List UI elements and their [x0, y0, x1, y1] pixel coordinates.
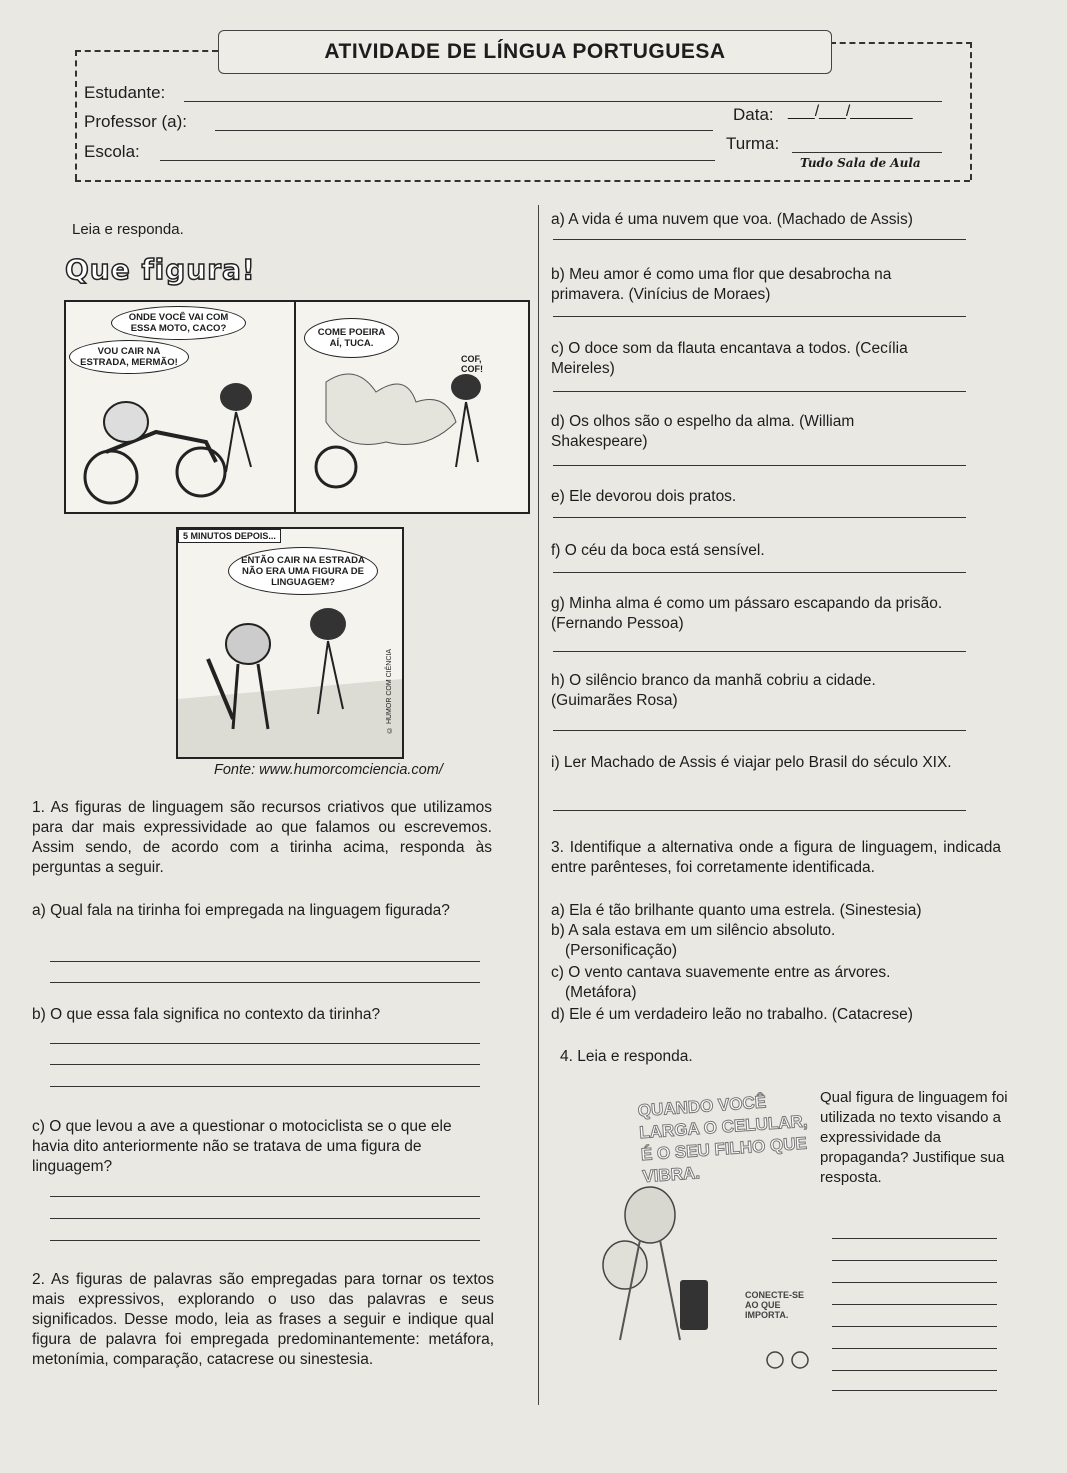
- comic-credit: © HUMOR COM CIÊNCIA: [386, 649, 393, 733]
- answer-line[interactable]: [832, 1348, 997, 1349]
- q2-item-b: b) Meu amor é como uma flor que desabrocha na primavera. (Vinícius de Moraes): [551, 266, 892, 303]
- answer-line[interactable]: [553, 239, 966, 240]
- comic-panel-3: [176, 527, 404, 759]
- time-caption: 5 MINUTOS DEPOIS...: [178, 529, 281, 543]
- q2-item-f: f) O céu da boca está sensível.: [551, 542, 765, 559]
- answer-line[interactable]: [832, 1326, 997, 1327]
- column-divider: [538, 205, 539, 1405]
- q1-b: b) O que essa fala significa no contexto da tirinha?: [32, 1006, 381, 1023]
- comic-source: Fonte: www.humorcomciencia.com/: [214, 762, 443, 778]
- q4-intro: 4. Leia e responda.: [560, 1048, 693, 1065]
- answer-line[interactable]: [553, 517, 966, 518]
- answer-line[interactable]: [553, 572, 966, 573]
- answer-line[interactable]: [50, 1196, 480, 1197]
- answer-line[interactable]: [553, 651, 966, 652]
- teacher-field[interactable]: [215, 130, 713, 131]
- answer-line[interactable]: [553, 316, 966, 317]
- answer-line[interactable]: [832, 1370, 997, 1371]
- page-title: ATIVIDADE DE LÍNGUA PORTUGUESA: [218, 30, 832, 74]
- answer-line[interactable]: [50, 1086, 480, 1087]
- answer-line[interactable]: [553, 730, 966, 731]
- q3-option-c-label: (Metáfora): [565, 984, 637, 1001]
- teacher-label: Professor (a):: [84, 112, 187, 131]
- ad-headline: QUANDO VOCÊ LARGA O CELULAR, É O SEU FILHO QUE VIBRA.: [637, 1092, 809, 1187]
- father-child-illustration: [580, 1090, 820, 1390]
- brand-logo: Tudo Sala de Aula: [800, 156, 921, 170]
- answer-line[interactable]: [832, 1260, 997, 1261]
- answer-line[interactable]: [50, 961, 480, 962]
- q1-c: c) O que levou a ave a questionar o motociclista se o que ele havia dito anteriormente não se tratava de uma figura de linguagem?: [32, 1118, 452, 1175]
- answer-line[interactable]: [50, 1043, 480, 1044]
- q3-intro: 3. Identifique a alternativa onde a figura de linguagem, indicada entre parênteses, foi corretamente identificada.: [551, 839, 1001, 876]
- comic-panel-2: [294, 300, 530, 514]
- student-field[interactable]: [184, 101, 942, 102]
- intro-text: Leia e responda.: [72, 221, 184, 238]
- school-label: Escola:: [84, 142, 140, 161]
- comic-title: Que figura!: [65, 253, 256, 286]
- class-label: Turma:: [726, 134, 780, 153]
- answer-line[interactable]: [553, 465, 966, 466]
- answer-line[interactable]: [553, 391, 966, 392]
- speech-bubble: VOU CAIR NA ESTRADA, MERMÃO!: [69, 340, 189, 374]
- date-field[interactable]: ___/___/_______: [788, 103, 913, 120]
- q2-item-g: g) Minha alma é como um pássaro escapando da prisão. (Fernando Pessoa): [551, 595, 943, 632]
- q3-option-a[interactable]: a) Ela é tão brilhante quanto uma estrela. (Sinestesia): [551, 902, 922, 919]
- answer-line[interactable]: [50, 982, 480, 983]
- answer-line[interactable]: [832, 1238, 997, 1239]
- q2-intro: 2. As figuras de palavras são empregadas para tornar os textos mais expressivos, explorando o uso das palavras e seus significados. Desse modo, leia as frases a seguir e indique qual figura de palavra foi empregada predominantemente: metáfora, metonímia, comparação, catacrese ou sinestesia.: [32, 1271, 494, 1368]
- date-label: Data:: [733, 105, 774, 124]
- answer-line[interactable]: [50, 1064, 480, 1065]
- q2-item-i: i) Ler Machado de Assis é viajar pelo Brasil do século XIX.: [551, 754, 952, 771]
- q3-option-c[interactable]: c) O vento cantava suavemente entre as árvores.: [551, 964, 891, 981]
- q3-option-d[interactable]: d) Ele é um verdadeiro leão no trabalho. (Catacrese): [551, 1006, 913, 1023]
- speech-bubble: COME POEIRA AÍ, TUCA.: [304, 318, 399, 358]
- q1-a: a) Qual fala na tirinha foi empregada na linguagem figurada?: [32, 902, 450, 919]
- class-field[interactable]: [792, 152, 942, 153]
- ad-slogan: CONECTE-SE AO QUE IMPORTA.: [745, 1290, 805, 1320]
- q1-intro: 1. As figuras de linguagem são recursos criativos que utilizamos para dar mais expressividade ao que falamos ou escrevemos. Assim sendo, de acordo com a tirinha acima, responda às perguntas a seguir.: [32, 799, 492, 876]
- comic-panel-1: [64, 300, 298, 514]
- school-field[interactable]: [160, 160, 715, 161]
- answer-line[interactable]: [832, 1282, 997, 1283]
- q2-item-e: e) Ele devorou dois pratos.: [551, 488, 737, 505]
- campaign-ad: [580, 1090, 820, 1390]
- answer-line[interactable]: [832, 1390, 997, 1391]
- q3-option-b-label: (Personificação): [565, 942, 677, 959]
- q2-item-c: c) O doce som da flauta encantava a todos. (Cecília Meireles): [551, 340, 908, 377]
- q4-question: Qual figura de linguagem foi utilizada no texto visando a expressividade da propaganda? Justifique sua resposta.: [820, 1089, 1008, 1186]
- answer-line[interactable]: [553, 810, 966, 811]
- answer-line[interactable]: [832, 1304, 997, 1305]
- student-label: Estudante:: [84, 83, 166, 102]
- answer-line[interactable]: [50, 1218, 480, 1219]
- q2-item-h: h) O silêncio branco da manhã cobriu a cidade. (Guimarães Rosa): [551, 672, 876, 709]
- q3-option-b[interactable]: b) A sala estava em um silêncio absoluto.: [551, 922, 836, 939]
- answer-line[interactable]: [50, 1240, 480, 1241]
- q2-item-d: d) Os olhos são o espelho da alma. (William Shakespeare): [551, 413, 855, 450]
- cough-sfx: COF, COF!: [461, 354, 483, 374]
- speech-bubble: ONDE VOCÊ VAI COM ESSA MOTO, CACO?: [111, 306, 246, 340]
- q2-item-a: a) A vida é uma nuvem que voa. (Machado de Assis): [551, 211, 913, 228]
- speech-bubble: ENTÃO CAIR NA ESTRADA NÃO ERA UMA FIGURA DE LINGUAGEM?: [228, 547, 378, 595]
